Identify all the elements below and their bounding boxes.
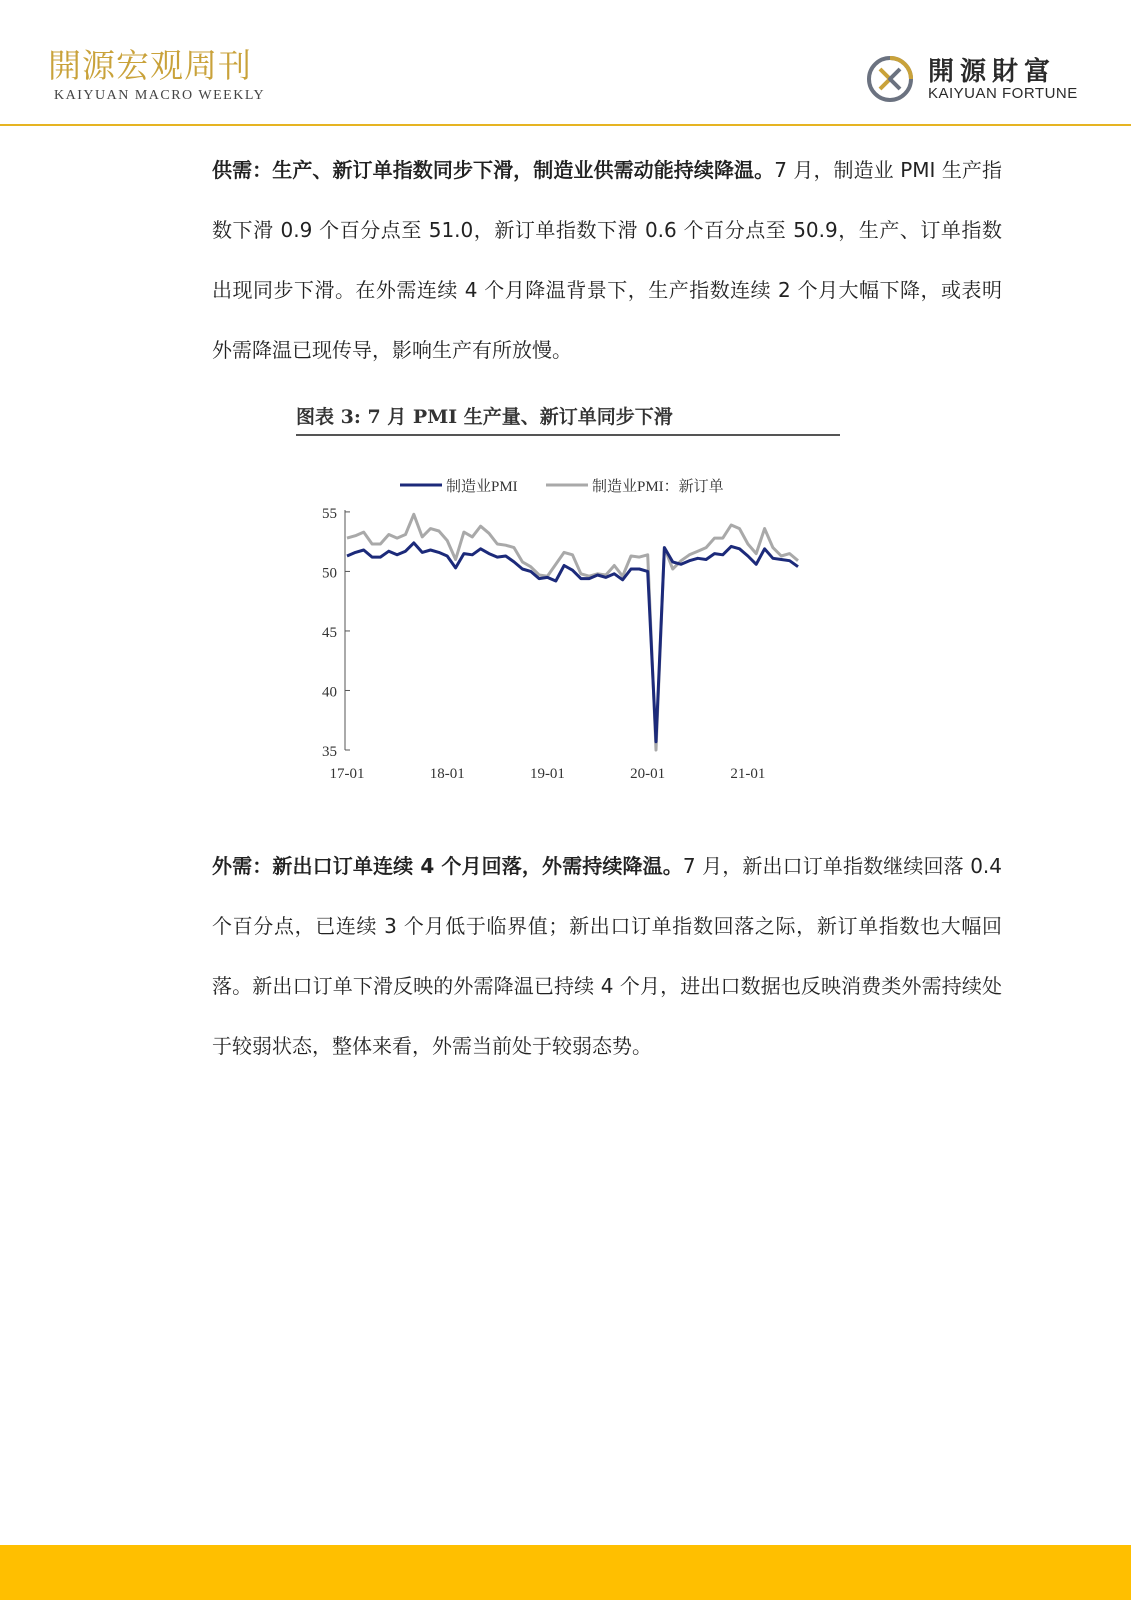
kaiyuan-logo-icon (866, 55, 914, 103)
figure-title: 图表 3: 7 月 PMI 生产量、新订单同步下滑 (296, 406, 673, 428)
paragraph-lead: 供需：生产、新订单指数同步下滑，制造业供需动能持续降温。 (212, 158, 775, 182)
logo-english-text: KAIYUAN FORTUNE (928, 85, 1078, 102)
x-tick-label: 19-01 (529, 766, 565, 782)
x-tick-label: 18-01 (429, 766, 465, 782)
chart-series (347, 514, 798, 750)
pmi-line-chart (300, 470, 840, 820)
y-tick-label: 55 (322, 505, 337, 522)
header-divider (0, 124, 1131, 126)
legend-label-pmi: 制造业PMI (446, 479, 518, 495)
series-line-new-orders (347, 514, 798, 750)
legend-label-new-orders: 制造业PMI：新订单 (592, 479, 724, 495)
chart-axes (322, 506, 765, 782)
x-tick-label: 21-01 (730, 766, 766, 782)
y-tick-label: 45 (322, 624, 337, 641)
footer-bar (0, 1545, 1131, 1600)
y-tick-label: 50 (322, 565, 337, 582)
paragraph-lead: 外需：新出口订单连续 4 个月回落，外需持续降温。 (212, 854, 683, 878)
logo-chinese-text: 開源財富 (928, 57, 1057, 87)
paragraph-body: 7 月，制造业 PMI 生产指数下滑 0.9 个百分点至 51.0，新订单指数下滑 0.6 个百分点至 50.9，生产、订单指数出现同步下滑。在外需连续 4 个月降温背景下，生产指数连续 2 个月大幅下降，或表明外需降温已现传导，影响生产有所放慢。 (212, 158, 1003, 362)
header-title: 開源宏观周刊 (48, 46, 252, 85)
y-tick-label: 40 (322, 684, 337, 701)
header-subtitle: KAIYUAN MACRO WEEKLY (54, 88, 266, 103)
paragraph-body: 7 月，新出口订单指数继续回落 0.4 个百分点，已连续 3 个月低于临界值；新出口订单指数回落之际，新订单指数也大幅回落。新出口订单下滑反映的外需降温已持续 4 个月，进出口数据也反映消费类外需持续处于较弱状态，整体来看，外需当前处于较弱态势。 (212, 854, 1003, 1058)
company-logo (866, 51, 1106, 107)
y-tick-label: 35 (322, 744, 337, 760)
paragraph-supply-demand (170, 140, 1002, 380)
paragraph-external-demand (170, 836, 1002, 1076)
series-line-pmi (347, 543, 798, 742)
chart-legend (400, 478, 724, 495)
x-tick-label: 17-01 (329, 766, 365, 782)
figure-title-rule (296, 434, 840, 436)
x-tick-label: 20-01 (630, 766, 666, 782)
